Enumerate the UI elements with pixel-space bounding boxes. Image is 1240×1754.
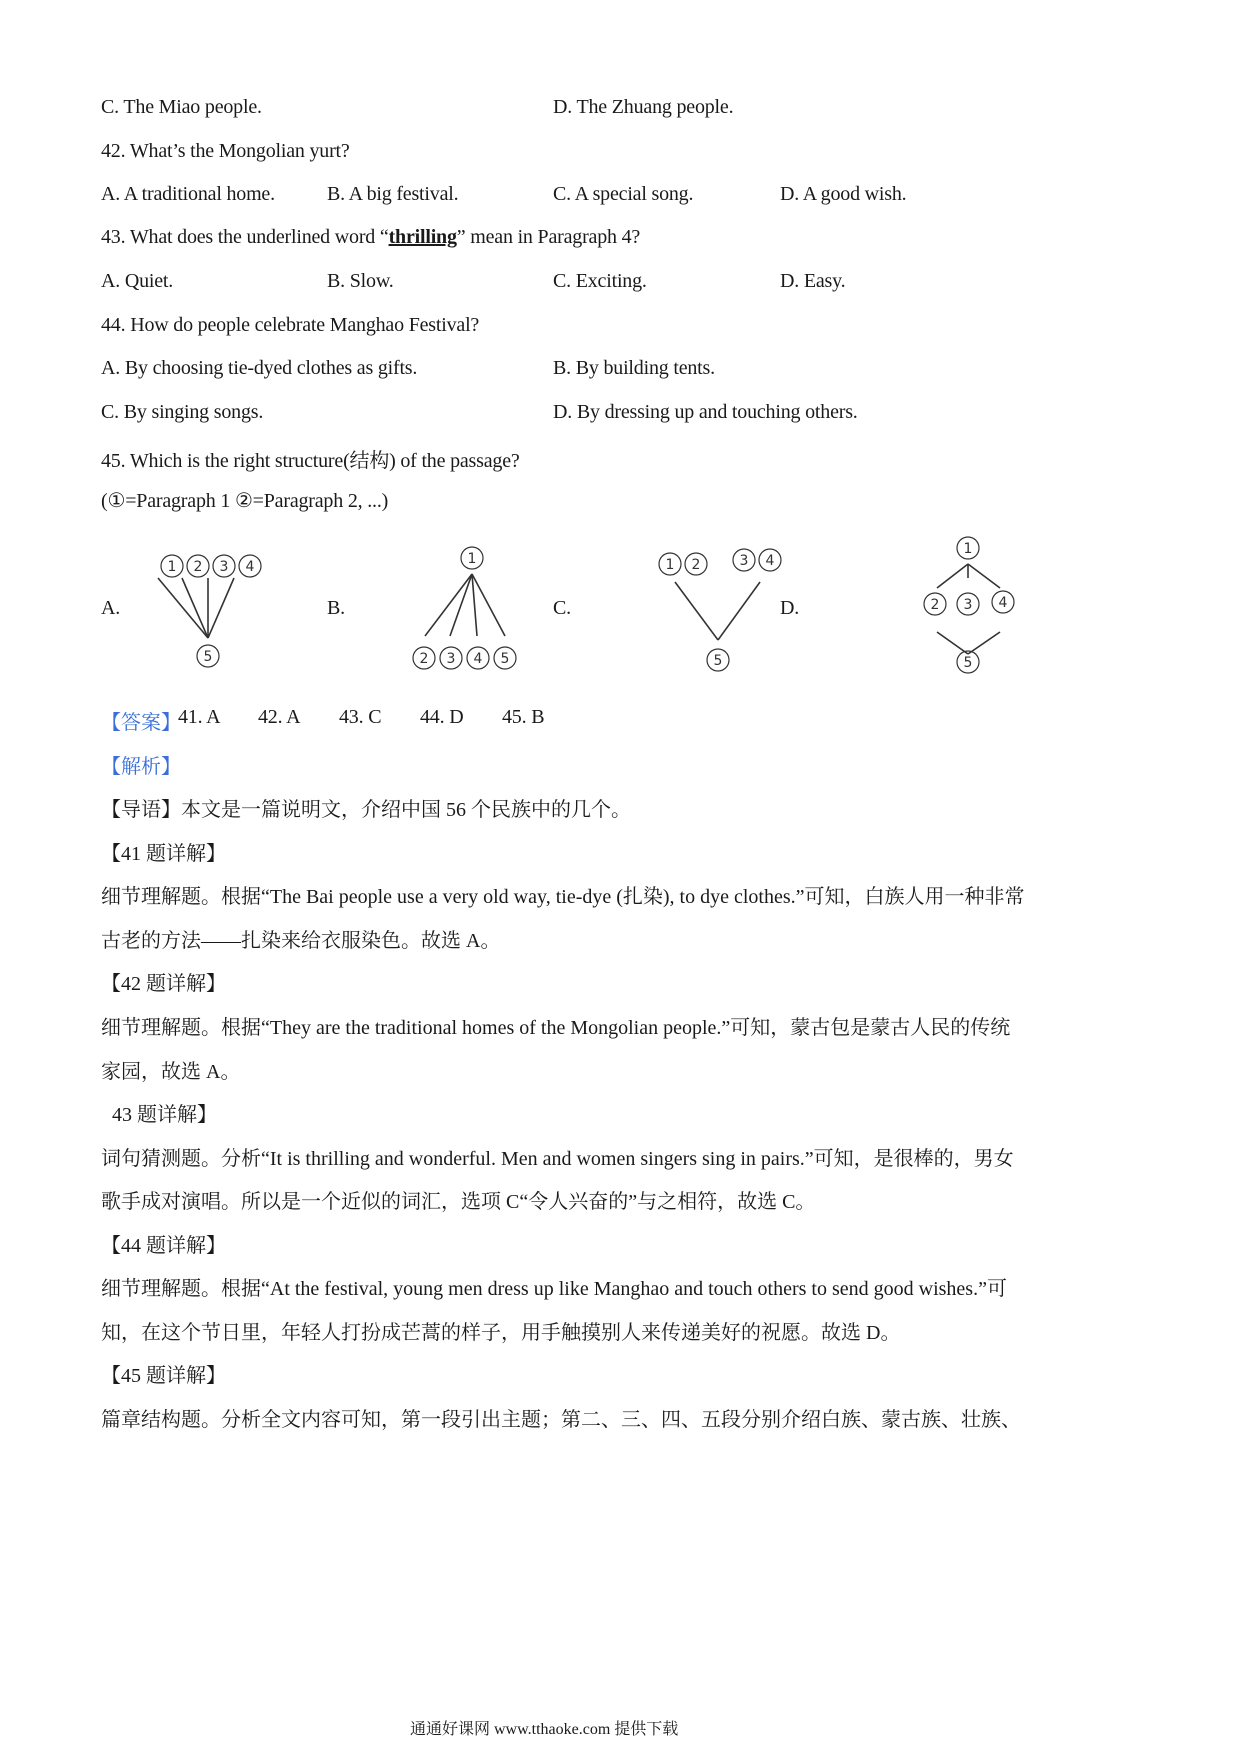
q43-question [101, 226, 640, 249]
q45-question: 45. Which is the right structure(结构) of the passage? [101, 450, 520, 472]
node-1: 1 [665, 557, 675, 573]
node-1: 1 [467, 551, 477, 567]
q44-option-d: D. By dressing up and touching others. [553, 401, 858, 423]
q45-option-a-label: A. [101, 597, 121, 619]
node-3: 3 [739, 553, 749, 569]
node-5: 5 [713, 653, 723, 669]
node-3: 3 [963, 597, 973, 613]
intro-text: 【导语】本文是一篇说明文，介绍中国 56 个民族中的几个。 [101, 799, 631, 821]
q44-option-c: C. By singing songs. [101, 401, 264, 423]
detail-42-heading: 【42 题详解】 [101, 973, 226, 995]
detail-41-line-1: 细节理解题。根据“The Bai people use a very old way, tie-dye (扎染), to dye clothes.”可知，白族人用一种非常 [101, 886, 1025, 908]
q45-option-c-label: C. [553, 597, 571, 619]
analysis-label: 【解析】 [101, 756, 181, 778]
node-3: 3 [446, 651, 456, 667]
node-4: 4 [473, 651, 483, 667]
answer-42: 42. A [258, 706, 301, 728]
answer-label: 【答案】 [101, 712, 181, 734]
q41-option-c: C. The Miao people. [101, 96, 262, 118]
detail-44-line-2: 知，在这个节日里，年轻人打扮成芒蒿的样子，用手触摸别人来传递美好的祝愿。故选 D。 [101, 1322, 901, 1344]
q43-option-b: B. Slow. [327, 270, 394, 292]
q41-option-d: D. The Zhuang people. [553, 96, 734, 118]
node-5: 5 [500, 651, 510, 667]
detail-43-line-1: 词句猜测题。分析“It is thrilling and wonderful. Men and women singers sing in pairs.”可知，是很棒的，男女 [101, 1148, 1014, 1170]
q45-option-b-label: B. [327, 597, 345, 619]
detail-41-heading: 【41 题详解】 [101, 843, 226, 865]
q43-option-a: A. Quiet. [101, 270, 174, 292]
node-1: 1 [167, 559, 177, 575]
q42-option-b: B. A big festival. [327, 183, 459, 205]
detail-42-line-2: 家园，故选 A。 [101, 1061, 241, 1083]
node-4: 4 [998, 595, 1008, 611]
detail-43-line-2: 歌手成对演唱。所以是一个近似的词汇，选项 C“令人兴奋的”与之相符，故选 C。 [101, 1191, 816, 1213]
q42-question: 42. What’s the Mongolian yurt? [101, 140, 350, 162]
answer-41: 41. A [178, 706, 221, 728]
detail-43-heading: 43 题详解】 [112, 1104, 217, 1126]
q45-note: (①=Paragraph 1 ②=Paragraph 2, ...) [101, 490, 389, 512]
answer-45: 45. B [502, 706, 545, 728]
detail-45-heading: 【45 题详解】 [101, 1365, 226, 1387]
q43-underlined-word: thrilling [388, 226, 457, 248]
detail-42-line-1: 细节理解题。根据“They are the traditional homes of the Mongolian people.”可知，蒙古包是蒙古人民的传统 [101, 1017, 1011, 1039]
node-4: 4 [245, 559, 255, 575]
page-footer: 通通好课网 www.tthaoke.com 提供下载 [410, 1721, 679, 1738]
answer-44: 44. D [420, 706, 464, 728]
q43-option-d: D. Easy. [780, 270, 846, 292]
q44-option-a: A. By choosing tie-dyed clothes as gifts. [101, 357, 418, 379]
q45-option-d-label: D. [780, 597, 800, 619]
node-2: 2 [930, 597, 940, 613]
q43-option-c: C. Exciting. [553, 270, 647, 292]
detail-44-line-1: 细节理解题。根据“At the festival, young men dress up like Manghao and touch others to send good wishes.”可 [101, 1278, 1007, 1300]
q44-question: 44. How do people celebrate Manghao Festival? [101, 314, 480, 336]
node-3: 3 [219, 559, 229, 575]
q44-option-b: B. By building tents. [553, 357, 715, 379]
detail-41-line-2: 古老的方法——扎染来给衣服染色。故选 A。 [101, 930, 501, 952]
q42-option-c: C. A special song. [553, 183, 694, 205]
node-2: 2 [419, 651, 429, 667]
detail-45-line-1: 篇章结构题。分析全文内容可知，第一段引出主题；第二、三、四、五段分别介绍白族、蒙古族、壮族、 [101, 1409, 1021, 1431]
answer-43: 43. C [339, 706, 382, 728]
structure-diagrams [0, 530, 1240, 690]
q42-option-d: D. A good wish. [780, 183, 907, 205]
node-1: 1 [963, 541, 973, 557]
node-4: 4 [765, 553, 775, 569]
node-5: 5 [203, 649, 213, 665]
q43-suffix: ” mean in Paragraph 4? [456, 226, 641, 248]
q43-prefix: 43. What does the underlined word “ [101, 226, 389, 248]
node-2: 2 [691, 557, 701, 573]
q42-option-a: A. A traditional home. [101, 183, 275, 205]
node-2: 2 [193, 559, 203, 575]
detail-44-heading: 【44 题详解】 [101, 1235, 226, 1257]
node-5: 5 [963, 655, 973, 671]
